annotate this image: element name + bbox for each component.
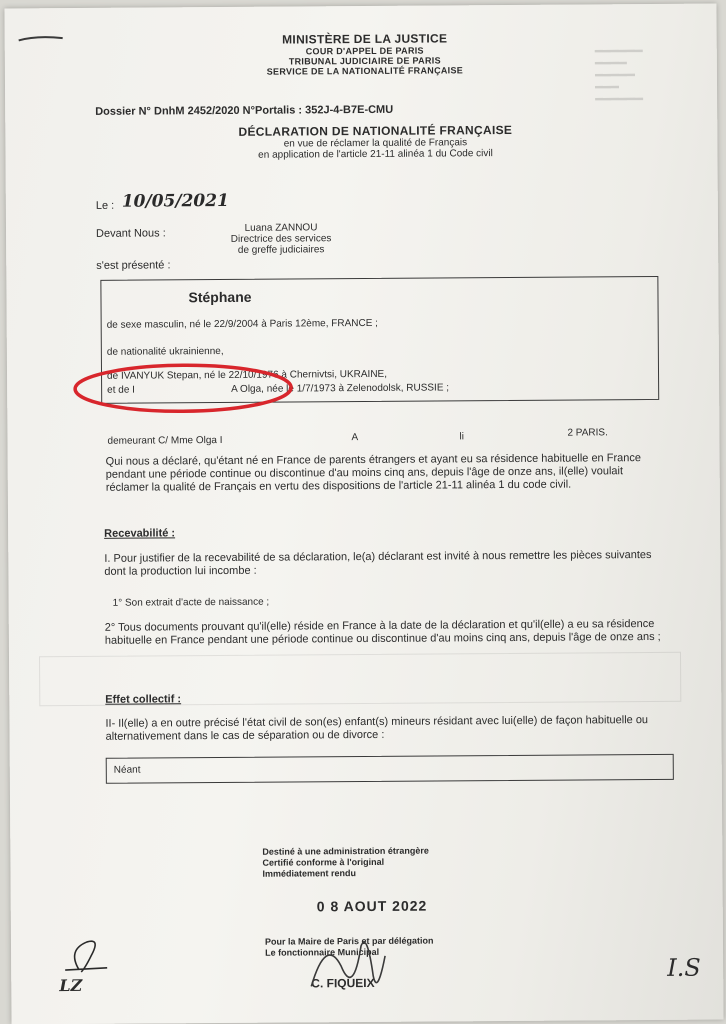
official-title-2: de greffe judiciaires (237, 244, 325, 256)
certification-line-2: Certifié conforme à l'original (262, 856, 385, 868)
official-title-1: Directrice des services (230, 233, 332, 245)
certification-stamp (262, 846, 429, 880)
initials-right: I.S (667, 953, 701, 982)
court-name: COUR D'APPEL DE PARIS (305, 45, 424, 57)
tribunal-name: TRIBUNAL JUDICIAIRE DE PARIS (288, 55, 441, 67)
recevabilite-heading: Recevabilité : (104, 527, 176, 540)
certification-date: 0 8 AOUT 2022 (316, 897, 428, 915)
service-name: SERVICE DE LA NATIONALITÉ FRANÇAISE (266, 65, 464, 77)
recevabilite-item-2: 2° Tous documents prouvant qu'il(elle) réside en France à la date de la déclaration et qu'il(elle) a eu sa résidence habituelle en France pendant une période continue ou discontinue d'au moins cinq ans, depuis l'âge de onze ans ; (104, 617, 661, 647)
handwritten-date: 10/05/2021 (121, 190, 229, 212)
declarant-first-name: Stéphane (188, 288, 252, 306)
effet-heading: Effet collectif : (105, 693, 182, 706)
neant-value: Néant (113, 764, 141, 776)
mayor-delegation-line: Pour la Maire de Paris et par délégation (264, 935, 434, 947)
residence-part-b: li (459, 431, 464, 443)
declaration-paragraph: Qui nous a déclaré, qu'étant né en France de parents étrangers et ayant eu sa résidence habituelle en France pendant une période continue ou discontinue d'au moins cinq ans, depuis l'âge de onze ans, il(elle) voulait réclamer la qualité de Français en vertu des dispositions de l'article 21-11 alinéa 1 du code civil. (105, 452, 642, 494)
recevabilite-item-1: 1° Son extrait d'acte de naissance ; (112, 596, 270, 609)
handwritten-loop-mark (57, 936, 117, 976)
neant-box (106, 754, 674, 784)
presente-label: s'est présenté : (96, 259, 171, 272)
bleed-through-text: ▬▬▬▬▬▬ ▬▬▬▬ ▬▬▬▬▬ ▬▬▬ ▬▬▬▬▬▬ (594, 45, 644, 103)
ministry-header (205, 31, 525, 77)
declarant-mother-prefix: et de I (107, 384, 135, 396)
official-name: Luana ZANNOU (244, 222, 318, 234)
le-label: Le : (95, 199, 115, 212)
declarant-mother-line: A Olga, née le 1/7/1973 à Zelenodolsk, RUSSIE ; (231, 382, 450, 395)
devant-label: Devant Nous : (95, 227, 166, 240)
pen-stroke-mark (17, 32, 67, 46)
declarant-nationality-line: de nationalité ukrainienne, (106, 345, 224, 358)
declarant-father-line: de IVANYUK Stepan, né le 22/10/1976 à Chernivtsi, UKRAINE, (106, 368, 388, 382)
initials-left: LZ (59, 975, 83, 996)
recevabilite-item-I: I. Pour justifier de la recevabilité de sa déclaration, le(a) déclarant est invité à nous remettre les pièces suivantes dont la production lui incombe : (104, 548, 652, 578)
certification-line-1: Destiné à une administration étrangère (262, 845, 429, 857)
declaration-subtitle-1: en vue de réclamer la qualité de Français (283, 137, 468, 150)
red-annotation-ellipse (69, 358, 299, 420)
ministry-title: MINISTÈRE DE LA JUSTICE (282, 31, 448, 47)
effet-item-II: II- Il(elle) a en outre précisé l'état civil de son(es) enfant(s) mineurs résidant avec lui(elle) de façon habituelle ou alternativement dans le cas de séparation ou de divorce : (105, 714, 649, 743)
official-block (216, 222, 346, 256)
dossier-number: Dossier N° DnhM 2452/2020 N°Portalis : 352J-4-B7E-CMU (95, 103, 394, 118)
document-page (4, 4, 723, 1024)
declaration-title: DÉCLARATION DE NATIONALITÉ FRANÇAISE (238, 122, 513, 139)
municipal-official-line: Le fonctionnaire Municipal (265, 946, 380, 958)
signatory-name: C. FIQUEIX (311, 975, 375, 991)
declaration-heading (185, 123, 565, 162)
official-signature (301, 926, 392, 1007)
residence-part-a: A (351, 432, 359, 444)
residence-prefix: demeurant C/ Mme Olga I (107, 434, 223, 447)
declarant-birth-line: de sexe masculin, né le 22/9/2004 à Paris 12ème, FRANCE ; (106, 317, 378, 331)
declaration-subtitle-2: en application de l'article 21-11 alinéa 1 du Code civil (258, 148, 493, 161)
certification-line-3: Immédiatement rendu (262, 868, 357, 879)
residence-city: 2 PARIS. (567, 427, 608, 439)
